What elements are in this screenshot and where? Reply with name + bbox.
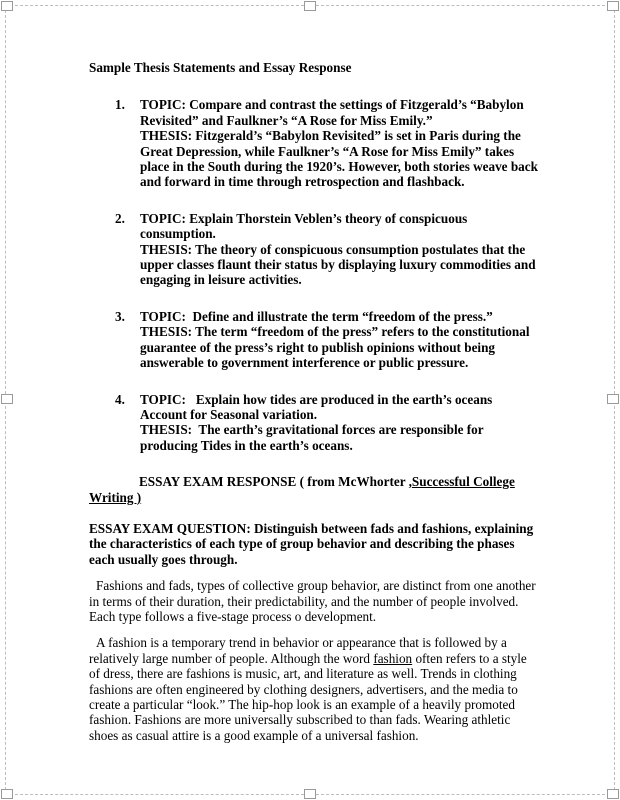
essay-response-heading bbox=[89, 474, 541, 505]
paragraph-2-text-start: A fashion is a temporary trend in behavior or appearance that is followed by a relatively large number of people. Although the word bbox=[89, 635, 507, 666]
response-heading-underlined-1: Successful College bbox=[411, 474, 515, 490]
topic-text: Compare and contrast the settings of Fitzgerald’s “Babylon Revisited” and Faulkner’s “A Rose for Miss Emily.” bbox=[140, 97, 524, 128]
exam-question-paragraph bbox=[89, 521, 541, 567]
thesis-label: THESIS: bbox=[140, 324, 193, 340]
topic-text: Explain Thorstein Veblen’s theory of conspicuous consumption. bbox=[140, 210, 468, 242]
underlined-fashion-term: fashion bbox=[373, 650, 413, 666]
selection-handle-bottom-middle[interactable] bbox=[304, 789, 316, 799]
selection-handle-top-left[interactable] bbox=[1, 1, 13, 11]
selection-handle-bottom-left[interactable] bbox=[1, 789, 13, 799]
numbered-list bbox=[89, 97, 541, 453]
topic-label: TOPIC: bbox=[140, 210, 186, 226]
topic-text: Explain how tides are produced in the earth’s oceans Account for Seasonal variation. bbox=[140, 391, 493, 422]
exam-question-label: ESSAY EXAM QUESTION: bbox=[89, 520, 251, 536]
thesis-text: The earth’s gravitational forces are responsible for producing Tides in the earth’s oceans. bbox=[140, 422, 484, 453]
thesis-item-3 bbox=[89, 309, 541, 371]
document-content bbox=[89, 60, 541, 743]
page-title: Sample Thesis Statements and Essay Response bbox=[89, 60, 352, 75]
thesis-label: THESIS: bbox=[140, 128, 193, 144]
body-paragraph-1: Fashions and fads, types of collective group behavior, are distinct from one another in terms of their duration, their predictability, and the number of people involved. Each type follows a five-stage process o development. bbox=[89, 578, 536, 624]
body-paragraph-2 bbox=[89, 635, 541, 743]
selection-handle-middle-left[interactable] bbox=[1, 394, 13, 404]
paragraph-2-text-end: often refers to a style of dress, there are fashions is music, art, and literature as well. Trends in clothing fashions are often engineered by clothing designers, advertisers, and the media to create a particular “look.” The hip-hop look is an example of a heavily promoted fashion. Fashions are more universally subscribed to than fads. Wearing athletic shoes as casual attire is a good example of a universal fashion. bbox=[89, 650, 527, 743]
thesis-label: THESIS: bbox=[140, 241, 193, 257]
response-heading-pre: ESSAY EXAM RESPONSE ( from McWhorter , bbox=[139, 474, 412, 490]
thesis-item-1 bbox=[89, 97, 541, 189]
item-number: 4. bbox=[115, 391, 125, 407]
thesis-item-4 bbox=[89, 392, 541, 454]
topic-text: Define and illustrate the term “freedom of the press.” bbox=[192, 308, 493, 324]
thesis-item-2 bbox=[89, 211, 541, 288]
item-number: 2. bbox=[115, 210, 125, 226]
thesis-label: THESIS: bbox=[140, 422, 193, 438]
thesis-text: The theory of conspicuous consumption postulates that the upper classes flaunt their status by displaying luxury commodities and engaging in leisure activities. bbox=[140, 241, 536, 288]
exam-question-text: Distinguish between fads and fashions, explaining the characteristics of each type of group behavior and describing the phases each usually goes through. bbox=[89, 520, 534, 567]
topic-label: TOPIC: bbox=[140, 308, 186, 324]
thesis-text: The term “freedom of the press” refers to the constitutional guarantee of the press’s right to publish opinions without being answerable to government interference or public pressure. bbox=[140, 324, 530, 371]
selection-handle-bottom-right[interactable] bbox=[607, 789, 619, 799]
topic-label: TOPIC: bbox=[140, 391, 186, 407]
item-number: 1. bbox=[115, 97, 125, 113]
thesis-text: Fitzgerald’s “Babylon Revisited” is set in Paris during the Great Depression, while Faulkner’s “A Rose for Miss Emily” takes place in the South during the 1920’s. However, both stories weave back and forward in time through retrospection and flashback. bbox=[140, 128, 538, 190]
selection-handle-middle-right[interactable] bbox=[607, 394, 619, 404]
response-heading-underlined-2: Writing ) bbox=[89, 489, 142, 505]
topic-label: TOPIC: bbox=[140, 97, 186, 113]
selection-handle-top-middle[interactable] bbox=[304, 1, 316, 11]
selection-handle-top-right[interactable] bbox=[607, 1, 619, 11]
item-number: 3. bbox=[115, 308, 125, 324]
